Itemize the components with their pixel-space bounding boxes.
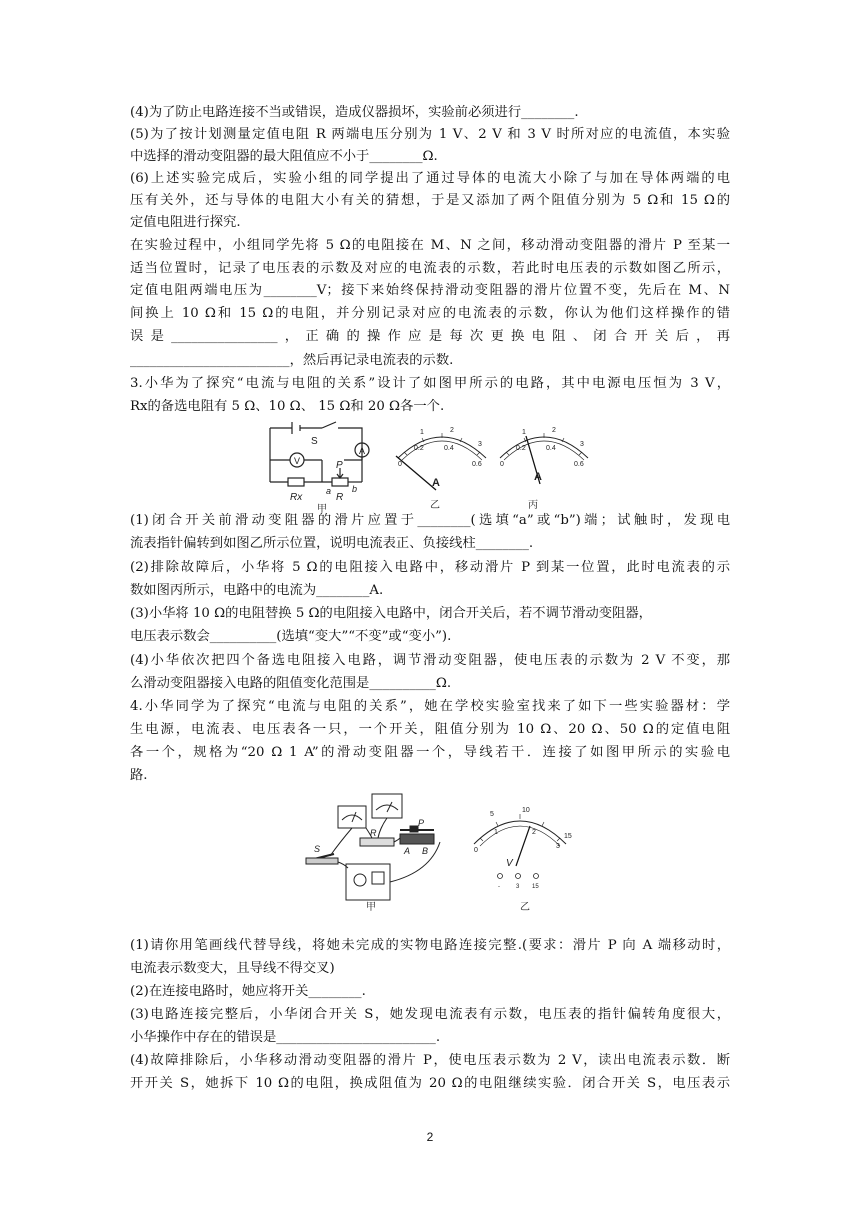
- q3-part1-line1: (1)闭合开关前滑动变阻器的滑片应置于________(选填“a”或“b”)端；试触时，发现电: [130, 513, 730, 528]
- q3-part2-line1: (2)排除故障后，小华将 5 Ω的电阻接入电路中，移动滑片 P 到某一位置，此时电流表的示: [130, 560, 730, 575]
- q2-part4: (4)为了防止电路连接不当或错误，造成仪器损坏，实验前必须进行________.: [130, 105, 579, 120]
- q3-circuit-diagram: [270, 422, 369, 486]
- q3-part3-line1: (3)小华将 10 Ω的电阻替换 5 Ω的电阻接入电路中，闭合开关后，若不调节滑动变阻器，: [130, 606, 652, 621]
- q4-part4-line2: 开开关 S，她拆下 10 Ω的电阻，换成阻值为 20 Ω的电阻继续实验．闭合开关 S，电压表示: [130, 1076, 730, 1091]
- dial-bing-tick-02: 0.2: [516, 445, 526, 452]
- q2-part6-line3: 定值电阻进行探究.: [130, 215, 241, 230]
- dial-bing-tick-1: 1: [522, 429, 526, 436]
- switch-icon: [322, 422, 336, 428]
- q3-part2-line2: 数如图丙所示，电路中的电流为________A.: [130, 583, 384, 598]
- dial-bing-tick-06: 0.6: [574, 461, 584, 468]
- terminal-3-label: 3: [516, 884, 520, 890]
- terminal-15-label: 15: [532, 884, 539, 890]
- resistor-rx-label: Rx: [290, 492, 303, 503]
- ammeter-device-icon: [338, 806, 366, 828]
- dial-v-tick-5: 5: [490, 811, 494, 818]
- dial-v-tick-15: 15: [564, 833, 572, 840]
- dial-bing-tick-04: 0.4: [546, 445, 556, 452]
- dial-v-tick-2: 2: [532, 829, 536, 836]
- terminal-neg-label: -: [498, 884, 500, 890]
- q2-part5-line2: 中选择的滑动变阻器的最大阻值应不小于________Ω.: [130, 149, 438, 164]
- q4-part1-line2: 电流表示数变大，且导线不得交叉): [130, 961, 335, 976]
- terminal-neg-icon: [498, 874, 503, 879]
- figure-jia-caption: 甲: [317, 504, 327, 515]
- dial-bing-tick-3: 3: [580, 441, 584, 448]
- q4-apparatus: [306, 794, 440, 900]
- q4-figure-jia-caption: 甲: [366, 902, 376, 912]
- dial-v-tick-10: 10: [522, 807, 530, 814]
- resistor-rx-icon: [288, 478, 304, 486]
- q4-slider-label: P: [418, 818, 425, 828]
- q3-intro-line1: 3.小华为了探究“电流与电阻的关系”设计了如图甲所示的电路，其中电源电压恒为 3 V，: [130, 376, 730, 391]
- rheostat-icon: [332, 478, 348, 486]
- q3-intro-line2: Rx的备选电阻有 5 Ω、10 Ω、 15 Ω和 20 Ω各一个.: [130, 399, 445, 414]
- ammeter-label: A: [359, 446, 366, 456]
- q2-process-line2: 适当位置时，记录了电压表的示数及对应的电流表的示数，若此时电压表的示数如图乙所示，: [130, 261, 730, 276]
- q3-part4-line2: 么滑动变阻器接入电路的阻值变化范围是__________Ω.: [130, 676, 452, 691]
- figure-yi-caption: 乙: [430, 500, 440, 511]
- q2-part6-line1: (6)上述实验完成后，实验小组的同学提出了通过导体的电流大小除了与加在导体两端的电: [130, 171, 730, 186]
- q4-resistor-label: R: [370, 828, 377, 838]
- q4-part1-line1: (1)请你用笔画线代替导线，将她未完成的实物电路连接完整.(要求：滑片 P 向 A 端移动时，: [130, 938, 730, 953]
- q2-part5-line1: (5)为了按计划测量定值电阻 R 两端电压分别为 1 V、2 V 和 3 V 时所对应的电流值，本实验: [130, 127, 730, 142]
- dial-bing-tick-2: 2: [552, 427, 556, 434]
- q4-part3-line1: (3)电路连接完整后，小华闭合开关 S，她发现电流表有示数，电压表的指针偏转角度很大，: [130, 1007, 730, 1022]
- q3-part4-line1: (4)小华依次把四个备选电阻接入电路，调节滑动变阻器，使电压表的示数为 2 V 不变，那: [130, 653, 730, 668]
- q2-part6-line2: 压有关外，还与导体的电阻大小有关的猜想，于是又添加了两个阻值分别为 5 Ω和 15 Ω的: [130, 193, 730, 208]
- dial-yi-tick-04: 0.4: [444, 445, 454, 452]
- switch-label: S: [311, 436, 318, 447]
- dial-bing-unit: A: [534, 471, 542, 483]
- dial-v-tick-0: 0: [474, 847, 478, 854]
- terminal-a-label: a: [326, 486, 332, 496]
- q4-terminal-a-label: A: [404, 846, 411, 856]
- voltmeter-label: V: [294, 456, 301, 466]
- dial-bing-tick-0: 0: [500, 461, 504, 468]
- needle-yi-icon: [396, 456, 436, 490]
- q4-intro-line1: 4.小华同学为了探究“电流与电阻的关系”，她在学校实验室找来了如下一些实验器材：学: [130, 699, 730, 714]
- slider-label: P: [336, 460, 343, 471]
- q2-process-line5: 误是________________，正确的操作应是每次更换电阻、闭合开关后，再: [130, 329, 730, 344]
- q2-process-line3: 定值电阻两端电压为________V；接下来始终保持滑动变阻器的滑片位置不变，先后在 M、N: [130, 283, 730, 298]
- q4-figure-yi-caption: 乙: [520, 902, 530, 912]
- dial-yi-tick-02: 0.2: [414, 445, 424, 452]
- dial-v-tick-3: 3: [556, 843, 560, 850]
- rheostat-device-icon: [400, 834, 434, 844]
- dial-yi-tick-1: 1: [420, 429, 424, 436]
- dial-yi-tick-0: 0: [398, 461, 402, 468]
- q2-process-line1: 在实验过程中，小组同学先将 5 Ω的电阻接在 M、N 之间，移动滑动变阻器的滑片 P 至某一: [130, 238, 730, 253]
- dial-yi-tick-06: 0.6: [472, 461, 482, 468]
- q4-part4-line1: (4)故障排除后，小华移动滑动变阻器的滑片 P，使电压表示数为 2 V，读出电流表示数．断: [130, 1053, 730, 1068]
- terminal-3-icon: [516, 874, 521, 879]
- page-number: 2: [426, 1130, 434, 1144]
- rheostat-label: R: [336, 492, 344, 503]
- dial-yi-unit: A: [432, 477, 440, 489]
- voltmeter-needle-icon: [516, 826, 530, 866]
- q4-intro-line2: 生电源，电流表、电压表各一只，一个开关，阻值分别为 10 Ω、20 Ω、50 Ω的定值电阻: [130, 722, 730, 737]
- q2-process-line6: ________________________，然后再记录电流表的示数.: [130, 353, 454, 368]
- dial-yi-tick-3: 3: [478, 441, 482, 448]
- q4-terminal-b-label: B: [422, 846, 429, 856]
- ammeter-dial-bing: [500, 427, 588, 511]
- resistor-device-icon: [360, 838, 394, 846]
- q4-intro-line3: 各一个，规格为“20 Ω 1 A”的滑动变阻器一个，导线若干．连接了如图甲所示的实验电: [130, 745, 730, 760]
- dial-yi-tick-2: 2: [450, 427, 454, 434]
- q4-switch-label: S: [314, 844, 321, 854]
- q3-part1-line2: 流表指针偏转到如图乙所示位置，说明电流表正、负接线柱________.: [130, 536, 534, 551]
- terminal-b-label: b: [352, 484, 358, 494]
- figure-bing-caption: 丙: [528, 500, 538, 511]
- dial-v-unit: V: [506, 858, 513, 869]
- voltmeter-dial-yi: [474, 807, 572, 912]
- q4-part2: (2)在连接电路时，她应将开关________.: [130, 984, 366, 999]
- dial-v-tick-1: 1: [494, 829, 498, 836]
- q4-part3-line2: 小华操作中存在的错误是________________________.: [130, 1030, 441, 1045]
- ammeter-dial-yi: [396, 427, 486, 511]
- voltmeter-device-icon: [372, 794, 402, 818]
- q3-figure: [262, 420, 602, 515]
- q4-intro-line4: 路.: [130, 768, 148, 783]
- q2-process-line4: 间换上 10 Ω和 15 Ω的电阻，并分别记录对应的电流表的示数，你认为他们这样操作的错: [130, 306, 730, 321]
- q4-figure: [300, 792, 590, 912]
- power-supply-icon: [346, 864, 390, 900]
- terminal-15-icon: [534, 874, 539, 879]
- q3-part3-line2: 电压表示数会__________(选填“变大”“不变”或“变小”).: [130, 629, 452, 644]
